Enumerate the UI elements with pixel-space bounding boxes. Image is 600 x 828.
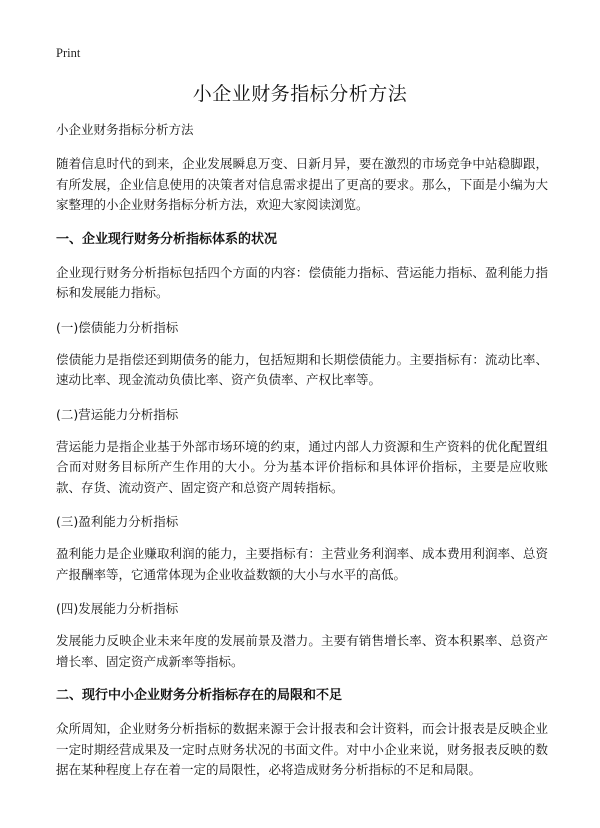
section-heading-1: 一、企业现行财务分析指标体系的状况 — [56, 231, 278, 247]
subsection-heading-operating: (二)营运能力分析指标 — [56, 406, 179, 422]
intro-paragraph: 随着信息时代的到来，企业发展瞬息万变、日新月异，要在激烈的市场竞争中站稳脚跟，有所发展，企业信息使用的决策者对信息需求提出了更高的要求。那么，下面是小编为大家整理的小企业财务指标分析方法，欢迎大家阅读浏览。 — [56, 156, 548, 212]
document-title: 小企业财务指标分析方法 — [192, 83, 408, 105]
subsection-paragraph-profitability: 盈利能力是企业赚取利润的能力，主要指标有：主营业务利润率、成本费用利润率、总资产报酬率等，它通常体现为企业收益数额的大小与水平的高低。 — [56, 546, 548, 582]
subsection-heading-development: (四)发展能力分析指标 — [56, 601, 179, 616]
subsection-paragraph-solvency: 偿债能力是指偿还到期债务的能力，包括短期和长期偿债能力。主要指标有：流动比率、速动比率、现金流动负债比率、资产负债率、产权比率等。 — [56, 351, 548, 387]
section-1-paragraph: 企业现行财务分析指标包括四个方面的内容：偿债能力指标、营运能力指标、盈利能力指标和发展能力指标。 — [56, 264, 548, 300]
document-body — [56, 120, 548, 795]
subsection-heading-solvency: (一)偿债能力分析指标 — [56, 319, 179, 335]
section-heading-2: 二、现行中小企业财务分析指标存在的局限和不足 — [56, 688, 343, 703]
subsection-heading-profitability: (三)盈利能力分析指标 — [56, 514, 179, 529]
print-link[interactable]: Print — [56, 46, 81, 60]
subsection-paragraph-operating: 营运能力是指企业基于外部市场环境的约束，通过内部人力资源和生产资料的优化配置组合而对财务目标所产生作用的大小。分为基本评价指标和具体评价指标，主要是应收账款、存货、流动资产、固定资产和总资产周转指标。 — [56, 438, 548, 495]
subsection-paragraph-development: 发展能力反映企业未来年度的发展前景及潜力。主要有销售增长率、资本积累率、总资产增长率、固定资产成新率等指标。 — [56, 633, 548, 669]
document-subtitle: 小企业财务指标分析方法 — [56, 122, 194, 137]
section-2-paragraph: 众所周知，企业财务分析指标的数据来源于会计报表和会计资料，而会计报表是反映企业一定时期经营成果及一定时点财务状况的书面文件。对中小企业来说，财务报表反映的数据在某种程度上存在着一定的局限性，必将造成财务分析指标的不足和局限。 — [56, 721, 548, 777]
